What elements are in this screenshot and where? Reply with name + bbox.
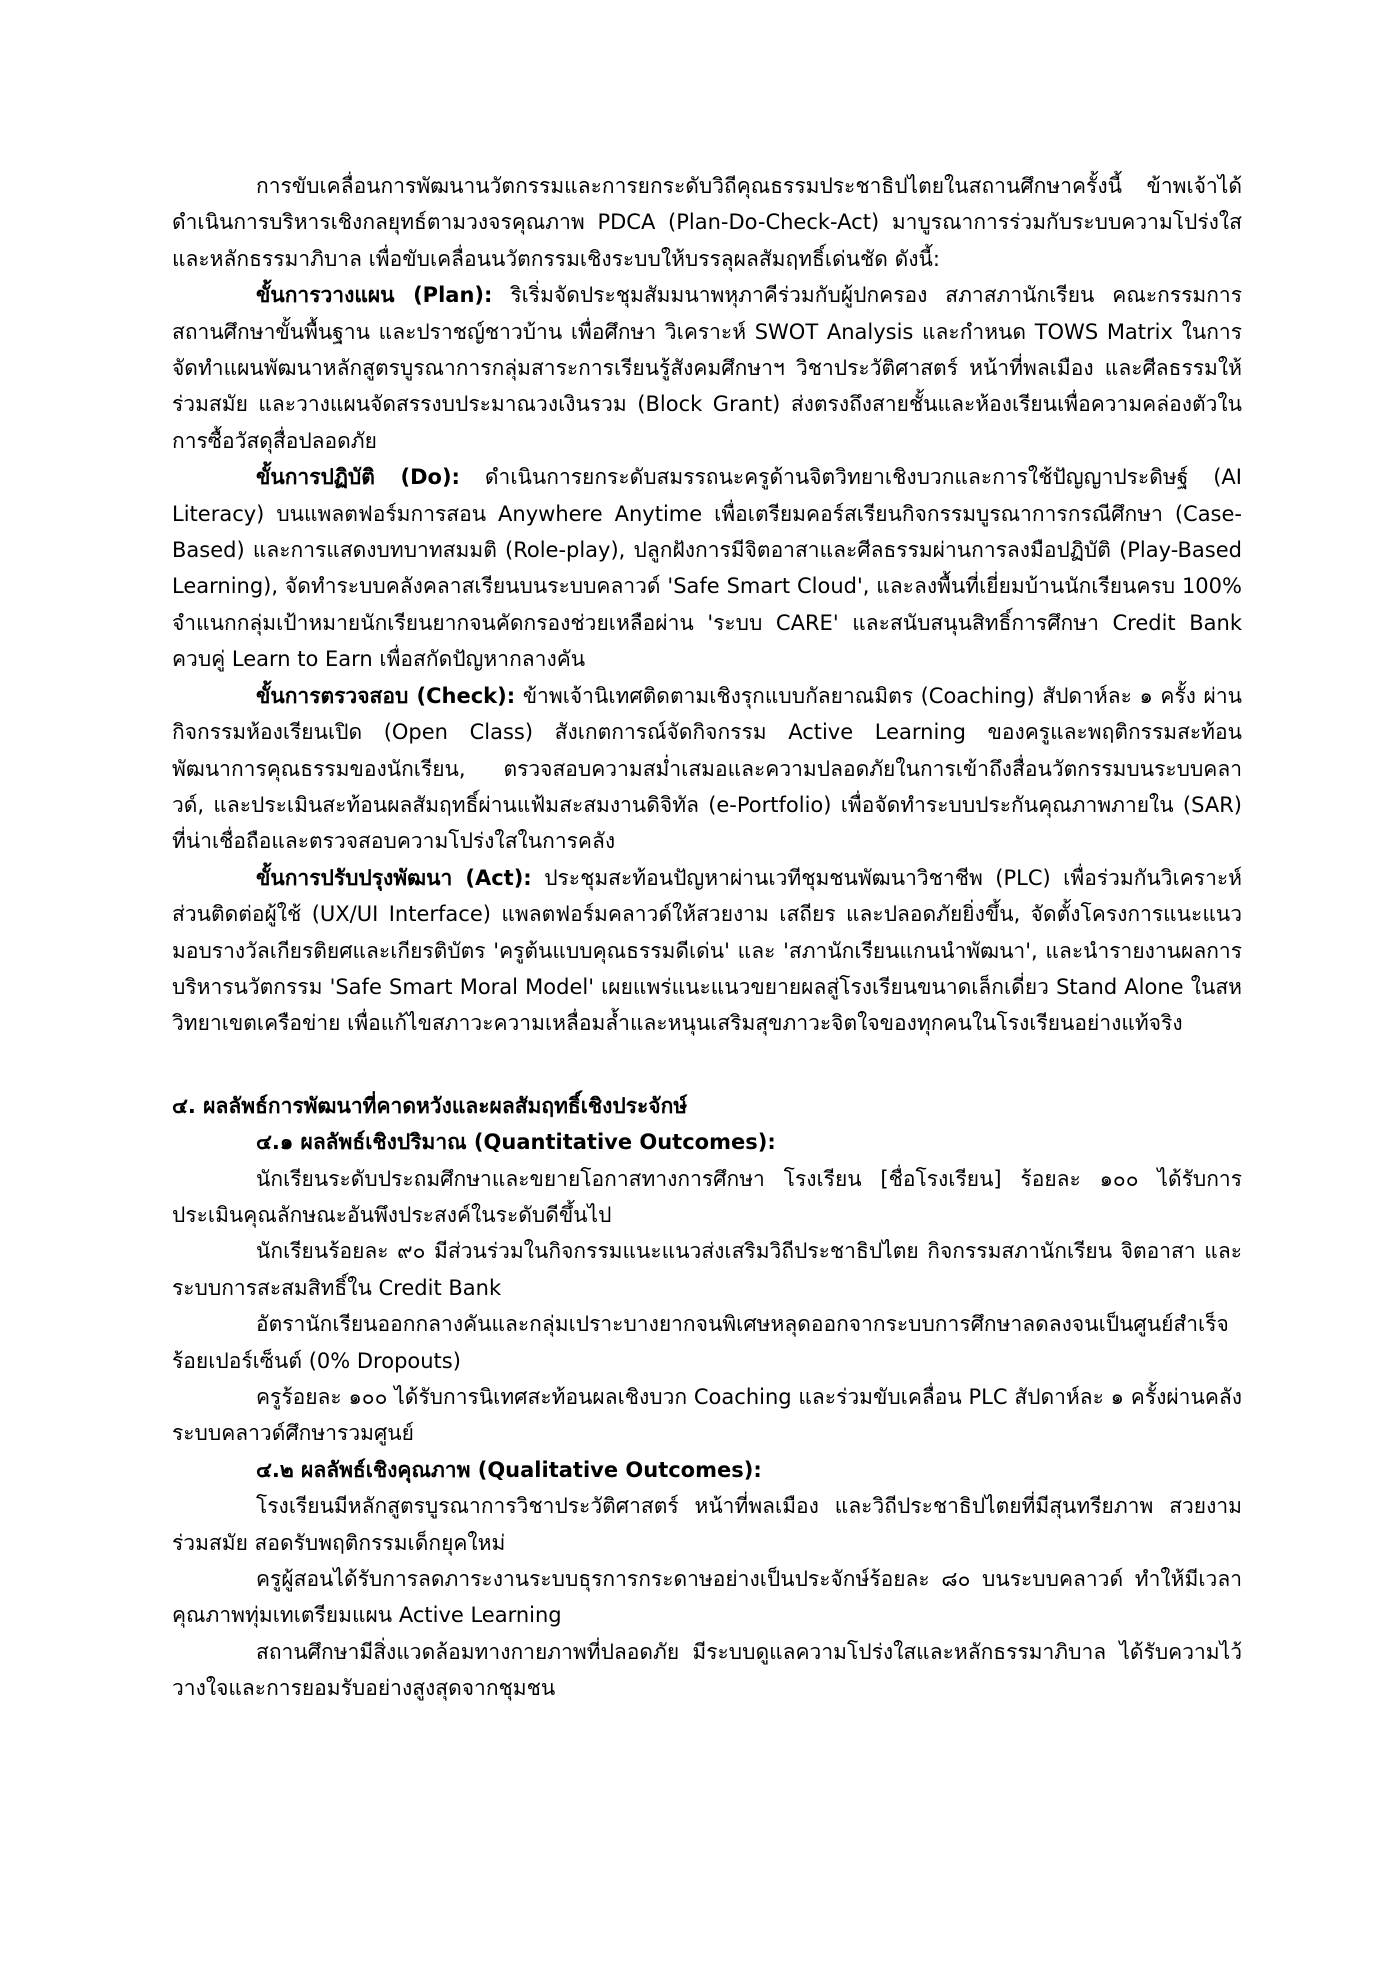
check-title: ขั้นการตรวจสอบ (Check):	[256, 683, 516, 708]
quantitative-item: นักเรียนร้อยละ ๙๐ มีส่วนร่วมในกิจกรรมแนะแนวส่งเสริมวิถีประชาธิปไตย กิจกรรมสภานักเรียน จิตอาสา และระบบการสะสมสิทธิ์ใน Credit Bank	[172, 1239, 1242, 1300]
plan-text: ริเริ่มจัดประชุมสัมมนาพหุภาคีร่วมกับผู้ปกครอง สภาสภานักเรียน คณะกรรมการสถานศึกษาขั้นพื้นฐาน และปราชญ์ชาวบ้าน เพื่อศึกษา วิเคราะห์ SWOT Analysis และกำหนด TOWS Matrix ในการจัดทำแผนพัฒนาหลักสูตรบูรณาการกลุ่มสาระการเรียนรู้สังคมศึกษาฯ วิชาประวัติศาสตร์ หน้าที่พลเมือง และศีลธรรมให้ร่วมสมัย และวางแผนจัดสรรงบประมาณวงเงินรวม (Block Grant) ส่งตรงถึงสายชั้นและห้องเรียนเพื่อความคล่องตัวในการซื้อวัสดุสื่อปลอดภัย	[172, 283, 1243, 453]
quantitative-item: นักเรียนระดับประถมศึกษาและขยายโอกาสทางการศึกษา โรงเรียน [ชื่อโรงเรียน] ร้อยละ ๑๐๐ ได้รับการประเมินคุณลักษณะอันพึงประสงค์ในระดับดีขึ้นไป	[172, 1166, 1242, 1227]
act-text: ประชุมสะท้อนปัญหาผ่านเวทีชุมชนพัฒนาวิชาชีพ (PLC) เพื่อร่วมกันวิเคราะห์ส่วนติดต่อผู้ใช้ (UX/UI Interface) แพลตฟอร์มคลาวด์ให้สวยงาม เสถียร และปลอดภัยยิ่งขึ้น, จัดตั้งโครงการแนะแนว มอบรางวัลเกียรติยศและเกียรติบัตร 'ครูต้นแบบคุณธรรมดีเด่น' และ 'สภานักเรียนแกนนำพัฒนา', และนำรายงานผลการบริหารนวัตกรรม 'Safe Smart Moral Model' เผยแพร่แนะแนวขยายผลสู่โรงเรียนขนาดเล็กเดี่ยว Stand Alone ในสหวิทยาเขตเครือข่าย เพื่อแก้ไขสภาวะความเหลื่อมล้ำและหนุนเสริมสุขภาวะจิตใจของทุกคนในโรงเรียนอย่างแท้จริง	[172, 865, 1242, 1036]
act-title: ขั้นการปรับปรุงพัฒนา (Act):	[256, 865, 532, 890]
do-title: ขั้นการปฏิบัติ (Do):	[256, 465, 460, 490]
quantitative-item: ครูร้อยละ ๑๐๐ ได้รับการนิเทศสะท้อนผลเชิงบวก Coaching และร่วมขับเคลื่อน PLC สัปดาห์ละ ๑ ครั้งผ่านคลังระบบคลาวด์ศึกษารวมศูนย์	[172, 1385, 1242, 1446]
qualitative-item: โรงเรียนมีหลักสูตรบูรณาการวิชาประวัติศาสตร์ หน้าที่พลเมือง และวิถีประชาธิปไตยที่มีสุนทรียภาพ สวยงาม ร่วมสมัย สอดรับพฤติกรรมเด็กยุคใหม่	[172, 1494, 1242, 1555]
check-paragraph	[172, 678, 1242, 860]
quantitative-heading: ๔.๑ ผลลัพธ์เชิงปริมาณ (Quantitative Outcomes):	[256, 1130, 776, 1155]
plan-paragraph	[172, 277, 1242, 459]
qualitative-heading: ๔.๒ ผลลัพธ์เชิงคุณภาพ (Qualitative Outcomes):	[256, 1457, 762, 1482]
qualitative-item: ครูผู้สอนได้รับการลดภาระงานระบบธุรการกระดาษอย่างเป็นประจักษ์ร้อยละ ๘๐ บนระบบคลาวด์ ทำให้มีเวลาคุณภาพทุ่มเทเตรียมแผน Active Learning	[172, 1567, 1242, 1628]
qualitative-item: สถานศึกษามีสิ่งแวดล้อมทางกายภาพที่ปลอดภัย มีระบบดูแลความโปร่งใสและหลักธรรมาภิบาล ได้รับความไว้วางใจและการยอมรับอย่างสูงสุดจากชุมชน	[172, 1639, 1242, 1701]
do-text: ดำเนินการยกระดับสมรรถนะครูด้านจิตวิทยาเชิงบวกและการใช้ปัญญาประดิษฐ์ (AI Literacy) บนแพลตฟอร์มการสอน Anywhere Anytime เพื่อเตรียมคอร์สเรียนกิจกรรมบูรณาการกรณีศึกษา (Case-Based) และการแสดงบทบาทสมมติ (Role-play), ปลูกฝังการมีจิตอาสาและศีลธรรมผ่านการลงมือปฏิบัติ (Play-Based Learning), จัดทำระบบคลังคลาสเรียนบนระบบคลาวด์ 'Safe Smart Cloud', และลงพื้นที่เยี่ยมบ้านนักเรียนครบ 100% จำแนกกลุ่มเป้าหมายนักเรียนยากจนคัดกรองช่วยเหลือผ่าน 'ระบบ CARE' และสนับสนุนสิทธิ์การศึกษา Credit Bank ควบคู่ Learn to Earn เพื่อสกัดปัญหากลางคัน	[172, 465, 1242, 672]
intro-paragraph: การขับเคลื่อนการพัฒนานวัตกรรมและการยกระดับวิถีคุณธรรมประชาธิปไตยในสถานศึกษาครั้งนี้ ข้าพเจ้าได้ดำเนินการบริหารเชิงกลยุทธ์ตามวงจรคุณภาพ PDCA (Plan-Do-Check-Act) มาบูรณาการร่วมกับระบบความโปร่งใสและหลักธรรมาภิบาล เพื่อขับเคลื่อนนวัตกรรมเชิงระบบให้บรรลุผลสัมฤทธิ์เด่นชัด ดังนี้:	[172, 174, 1242, 271]
quantitative-item: อัตรานักเรียนออกกลางคันและกลุ่มเปราะบางยากจนพิเศษหลุดออกจากระบบการศึกษาลดลงจนเป็นศูนย์สำเร็จร้อยเปอร์เซ็นต์ (0% Dropouts)	[172, 1312, 1229, 1373]
do-paragraph	[172, 459, 1242, 677]
check-text: ข้าพเจ้านิเทศติดตามเชิงรุกแบบกัลยาณมิตร (Coaching) สัปดาห์ละ ๑ ครั้ง ผ่านกิจกรรมห้องเรียนเปิด (Open Class) สังเกตการณ์จัดกิจกรรม Active Learning ของครูและพฤติกรรมสะท้อนพัฒนาการคุณธรรมของนักเรียน, ตรวจสอบความสม่ำเสมอและความปลอดภัยในการเข้าถึงสื่อนวัตกรรมบนระบบคลาวด์, และประเมินสะท้อนผลสัมฤทธิ์ผ่านแฟ้มสะสมงานดิจิทัล (e-Portfolio) เพื่อจัดทำระบบประกันคุณภาพภายใน (SAR) ที่น่าเชื่อถือและตรวจสอบความโปร่งใสในการคลัง	[172, 683, 1242, 854]
act-paragraph	[172, 860, 1242, 1042]
plan-title: ขั้นการวางแผน (Plan):	[256, 283, 493, 308]
section-4-heading: ๔. ผลลัพธ์การพัฒนาที่คาดหวังและผลสัมฤทธิ์เชิงประจักษ์	[172, 1093, 688, 1118]
